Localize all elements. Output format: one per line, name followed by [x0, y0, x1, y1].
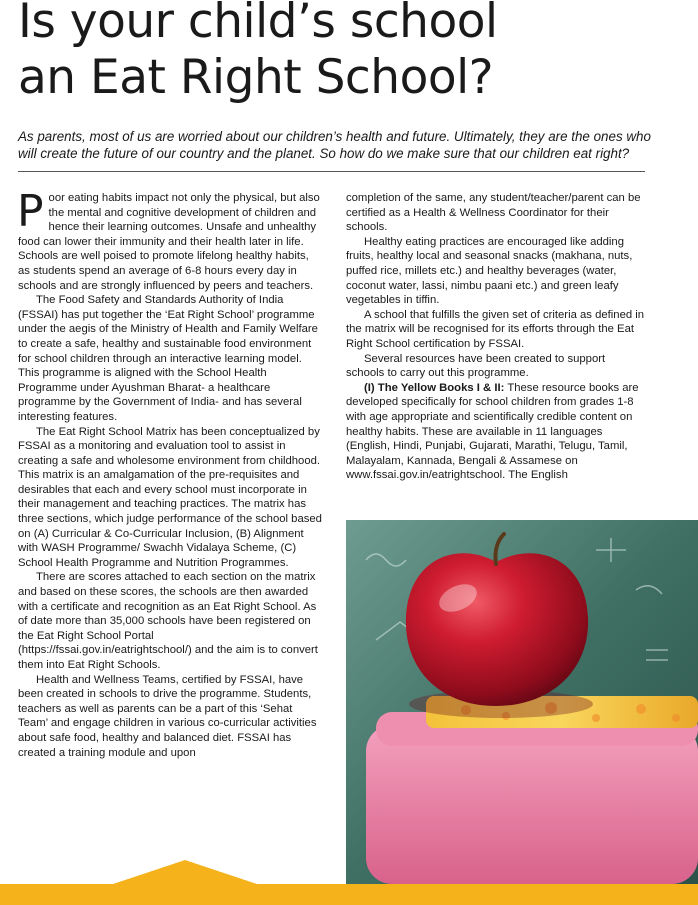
paragraph: The Food Safety and Standards Authority of India (FSSAI) has put together the ‘Eat Right School’ programme under the aegis of the Ministry of Health and Family Welfare to create a safe, healthy and sustainable food environment for school children through an interactive learning model. This programme is aligned with the School Health Programme under Ayushman Bharat- a healthcare programme by the Government of India- and has several interesting features.	[18, 294, 318, 423]
standfirst-line-1: As parents, most of us are worried about our children’s health and future. Ultimately, they are the ones who	[18, 129, 651, 144]
body-column-left	[17, 186, 322, 760]
headline-line-1: Is your child’s school	[18, 0, 498, 49]
paragraph-text: These resource books are developed specifically for school children from grades 1-8 with age appropriate and scientifically credible content on healthy habits. These are available in 11 languages (English, Hindi, Punjabi, Gujarati, Marathi, Telugu, Tamil, Malayalam, Kannada, Bengali & Assamese on www.fssai.gov.in/eatrightschool. The English	[346, 381, 639, 482]
paragraph: completion of the same, any student/teacher/parent can be certified as a Health & Wellness Coordinator for their schools.	[346, 192, 641, 234]
headline-line-2: an Eat Right School?	[18, 50, 494, 105]
paragraph: Several resources have been created to support schools to carry out this programme.	[346, 352, 606, 380]
footer-accent-peak	[110, 860, 260, 885]
paragraph: A school that fulfills the given set of criteria as defined in the matrix will be recognised for its efforts through the Eat Right School certification by FSSAI.	[346, 308, 645, 350]
paragraph-text: oor eating habits impact not only the physical, but also the mental and cognitive development of children and hence their learning outcomes. Unsafe and unhealthy food can lower their immunity and their health later in life. Schools are well poised to promote lifelong healthy habits, as students spend an average of 6-8 hours every day in schools and are strongly influenced by peers and teachers.	[18, 192, 320, 292]
standfirst	[18, 128, 658, 162]
resource-heading: (I) The Yellow Books I & II:	[364, 381, 505, 394]
photo-illustration	[346, 520, 698, 884]
paragraph: The Eat Right School Matrix has been conceptualized by FSSAI as a monitoring and evaluation tool to assist in creating a safe and wholesome environment from childhood. This matrix is an amalgamation of the pre-requisites and desirables that each and every school must incorporate in their management and teaching practices. The matrix has three sections, which judge performance of the school based on (A) Curricular & Co-Curricular Inclusion, (B) Alignment with WASH Programme/ Swachh Vidalaya Scheme, (C) School Health Programme and Nutrition Programmes.	[18, 425, 322, 569]
standfirst-line-2: will create the future of our country and the planet. So how do we make sure that our children eat right?	[18, 146, 630, 161]
footer-accent-band	[0, 884, 698, 905]
paragraph	[17, 186, 322, 293]
paragraph: There are scores attached to each section on the matrix and based on these scores, the schools are then awarded with a certificate and recognition as an Eat Right School. As of date more than 35,000 schools have been registered on the Eat Right School Portal (https://fssai.gov.in/eatrightschool/) and the aim is to convert them into Eat Right Schools.	[18, 571, 318, 671]
body-column-right	[346, 191, 646, 483]
lunchbox-body	[366, 725, 698, 884]
drop-cap: P	[17, 186, 44, 237]
apple-lunchbox-photo	[346, 520, 698, 884]
paragraph: Health and Wellness Teams, certified by FSSAI, have been created in schools to drive the programme. Students, teachers as well as parents can be a part of this ‘Sehat Team’ and engage children in various co-curricular activities about safe food, healthy and balanced diet. FSSAI has created a training module and upon	[18, 673, 317, 759]
paragraph	[346, 381, 646, 483]
apple-body	[406, 553, 588, 706]
divider-rule	[18, 171, 645, 172]
paragraph: Healthy eating practices are encouraged like adding fruits, healthy local and seasonal snacks (makhana, nuts, puffed rice, millets etc.) and healthy beverages (water, coconut water, lassi, nimbu paani etc.) and green leafy vegetables in tiffin.	[346, 235, 633, 307]
headline	[18, 0, 688, 106]
